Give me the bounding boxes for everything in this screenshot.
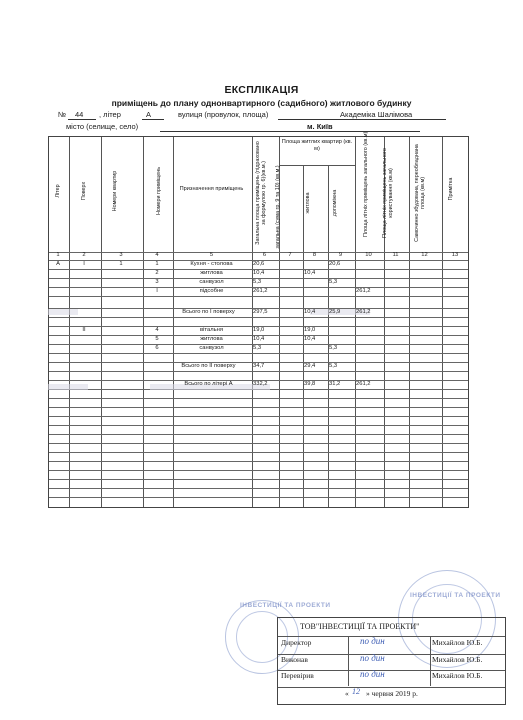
table-cell-c6: 5,3: [253, 345, 262, 351]
table-cell-c5: підсобне: [199, 288, 224, 294]
table-cell-c3: [102, 353, 140, 361]
row-line: [49, 479, 468, 480]
liter-label: , літер: [99, 110, 121, 119]
table-cell-c1: [50, 317, 66, 325]
header-living-group: Площа житлих квартир (кв. м): [281, 139, 353, 152]
table-cell-c4: [144, 353, 170, 361]
table-cell-c9: [329, 353, 352, 361]
signature-col-line: [430, 636, 431, 686]
table-cell-c2: I: [83, 261, 85, 267]
table-cell-c8: [304, 287, 325, 295]
table-cell-c10: [356, 371, 381, 379]
table-cell-c10: [356, 362, 381, 370]
table-cell-c5: Кухня - столова: [190, 261, 233, 267]
table-cell-c1: [50, 308, 66, 316]
table-cell-c4: 1: [155, 261, 159, 267]
column-number: 12: [421, 252, 428, 258]
table-cell-c9: 5,3: [329, 279, 338, 285]
table-cell-c1: [50, 380, 66, 388]
signature-row-line: [278, 687, 505, 688]
table-cell-c9: [329, 287, 352, 295]
table-cell-c7: [280, 371, 300, 379]
table-cell-c7: [280, 353, 300, 361]
column-number: 11: [392, 252, 399, 258]
table-cell-c3: [102, 317, 140, 325]
table-cell-c6: 5,3: [253, 279, 262, 285]
table-cell-c1: [50, 278, 66, 286]
column-number: 8: [312, 252, 317, 258]
table-cell-c4: 4: [155, 327, 159, 333]
row-line: [49, 443, 468, 444]
table-cell-c6: 332,2: [253, 381, 268, 387]
table-cell-c7: [280, 326, 300, 334]
table-cell-c3: [102, 371, 140, 379]
table-cell-c6: 19,0: [253, 327, 265, 333]
table-cell-c7: [280, 335, 300, 343]
row-line: [49, 470, 468, 471]
header-living: житлова: [305, 192, 311, 214]
table-cell-c8: 10,4: [304, 309, 316, 315]
number-underline: [68, 119, 96, 120]
row-line: [49, 434, 468, 435]
table-cell-c2: II: [82, 327, 86, 333]
company-name: ТОВ"ІНВЕСТИЦІЇ ТА ПРОЕКТИ": [300, 622, 420, 631]
column-number: 13: [451, 252, 459, 258]
city-label: місто (селище, село): [66, 122, 139, 131]
street-label: вулиця (провулок, площа): [178, 110, 269, 119]
date-rest: » червня 2019 р.: [366, 689, 418, 698]
table-cell-c5: санвузол: [199, 279, 224, 285]
table-cell-c3: [102, 362, 140, 370]
table-cell-c8: [304, 371, 325, 379]
signature-name: Михайлов Ю.Б.: [432, 671, 483, 680]
table-cell-c1: [50, 287, 66, 295]
table-cell-c9: 31,2: [329, 381, 341, 387]
table-cell-c8: [304, 317, 325, 325]
table-cell-c2: [70, 362, 98, 370]
signature-role: Директор: [281, 638, 312, 647]
header-unauthorized: Самочинно збудована, переобладнана площа (кв.м): [414, 144, 426, 242]
table-cell-c3: [102, 299, 140, 307]
table-cell-c3: [102, 326, 140, 334]
table-cell-c3: [102, 269, 140, 277]
table-cell-c9: [329, 269, 352, 277]
table-cell-c8: 10,4: [304, 270, 316, 276]
table-cell-c1: [50, 371, 66, 379]
table-cell-c9: 5,3: [329, 363, 338, 369]
table-cell-c6: 34,7: [253, 363, 265, 369]
liter-value: А: [146, 110, 152, 119]
table-cell-c2: [70, 308, 98, 316]
signature-name: Михайлов Ю.Б.: [432, 655, 483, 664]
street-underline: [278, 119, 446, 120]
table-cell-c2: [70, 371, 98, 379]
row-line: [49, 407, 468, 408]
table-cell-c9: 5,3: [329, 345, 338, 351]
table-cell-c4: 2: [155, 270, 159, 276]
table-cell-c2: [70, 317, 98, 325]
column-number: 7: [288, 252, 292, 258]
table-cell-c3: [102, 344, 140, 352]
date-open-quote: «: [345, 689, 349, 698]
table-cell-c1: [50, 362, 66, 370]
table-cell-c8: [304, 299, 325, 307]
table-cell-c7: [280, 278, 300, 286]
row-line: [49, 425, 468, 426]
table-cell-c3: [102, 380, 140, 388]
table-cell-c10: [356, 353, 381, 361]
table-cell-c5: [174, 371, 249, 379]
table-cell-c4: [144, 317, 170, 325]
table-cell-c6: 10,4: [253, 336, 265, 342]
table-cell-c7: [280, 362, 300, 370]
header-general: загальна (сума гр. 9 та 10) (кв.м.): [275, 165, 281, 249]
column-number: 5: [209, 252, 214, 258]
table-cell-c5: [174, 299, 249, 307]
row-line: [49, 488, 468, 489]
table-cell-c4: 5: [155, 336, 159, 342]
row-line: [49, 452, 468, 453]
column-number: 6: [262, 252, 267, 258]
row-line: [49, 296, 468, 297]
row-line: [49, 398, 468, 399]
table-cell-c10: [356, 317, 381, 325]
table-cell-c5: житлова: [200, 336, 223, 342]
signature-handwritten: по дин: [360, 636, 385, 646]
seal-stamp-left-text: ІНВЕСТИЦІЇ ТА ПРОЕКТИ: [240, 602, 331, 609]
table-cell-c5: санвузол: [199, 345, 224, 351]
table-cell-c10: [356, 260, 381, 268]
table-cell-c1: [50, 335, 66, 343]
table-cell-c6: 10,4: [253, 270, 265, 276]
number-label: №: [58, 110, 67, 119]
table-cell-c7: [280, 308, 300, 316]
header-total-area: Загальна площа приміщень (підраховано за формулою гр. 6)(кв.м.): [255, 141, 267, 245]
table-cell-c7: [280, 260, 300, 268]
signature-name: Михайлов Ю.Б.: [432, 638, 483, 647]
table-cell-c4: 3: [155, 279, 159, 285]
table-cell-c6: [253, 299, 276, 307]
table-cell-c4: [144, 299, 170, 307]
column-number: 1: [56, 252, 60, 258]
table-cell-c7: [280, 287, 300, 295]
row-line: [49, 497, 468, 498]
table-cell-c9: [329, 371, 352, 379]
table-cell-c2: [70, 344, 98, 352]
header-floor: Поверх: [81, 181, 87, 201]
table-cell-c9: 25,9: [329, 309, 341, 315]
table-cell-c9: [329, 326, 352, 334]
row-line: [49, 461, 468, 462]
table-cell-c8: [304, 260, 325, 268]
signature-role: Виконав: [281, 655, 308, 664]
table-cell-c5: [174, 353, 249, 361]
table-cell-c4: І: [156, 288, 158, 294]
table-cell-c8: [304, 344, 325, 352]
table-cell-c5: вітальня: [200, 327, 223, 333]
column-number: 9: [338, 252, 343, 258]
seal-stamp-right-text: ІНВЕСТИЦІЇ ТА ПРОЕКТИ: [410, 592, 501, 599]
table-cell-c9: [329, 335, 352, 343]
table-cell-c1: [50, 269, 66, 277]
table-cell-c5: Всього по ІІ поверху: [181, 363, 236, 369]
table-cell-c10: 261,2: [356, 288, 371, 294]
header-liter: Літер: [55, 184, 61, 198]
table-cell-c7: [280, 299, 300, 307]
table-cell-c5: Всього по літері А: [184, 381, 233, 387]
table-cell-c1: [50, 344, 66, 352]
header-common: Площа літніх приміщень загального користування (кв.м): [382, 148, 394, 238]
table-cell-c6: 261,2: [253, 288, 268, 294]
table-cell-c9: [329, 299, 352, 307]
table-cell-c2: [70, 299, 98, 307]
signature-role: Перевірив: [281, 671, 314, 680]
document-subtitle: приміщень до плану однонвартирного (садибного) житлового будинку: [111, 98, 412, 108]
row-line: [49, 416, 468, 417]
table-cell-c7: [280, 317, 300, 325]
table-cell-c10: 261,2: [356, 309, 371, 315]
table-cell-c7: [280, 380, 300, 388]
table-cell-c2: [70, 278, 98, 286]
table-cell-c8: [304, 278, 325, 286]
table-cell-c9: 20,6: [329, 261, 341, 267]
table-cell-c8: 10,4: [304, 336, 316, 342]
table-cell-c2: [70, 287, 98, 295]
table-cell-c6: [253, 317, 276, 325]
table-cell-c3: [102, 287, 140, 295]
header-purpose: Призначення приміщень: [179, 186, 244, 192]
table-cell-c5: [174, 317, 249, 325]
table-cell-c8: 29,4: [304, 363, 316, 369]
table-cell-c2: [70, 353, 98, 361]
number-value: 44: [75, 110, 84, 119]
city-underline: [160, 131, 420, 132]
table-cell-c3: [102, 308, 140, 316]
table-cell-c4: [144, 371, 170, 379]
date-day: 12: [352, 687, 360, 696]
header-auxiliary: допоміжна: [332, 189, 338, 217]
liter-underline: [142, 119, 164, 120]
table-cell-c1: [50, 299, 66, 307]
document-title: ЕКСПЛІКАЦІЯ: [224, 84, 299, 96]
table-cell-c8: 39,8: [304, 381, 316, 387]
table-cell-c10: 261,2: [356, 381, 371, 387]
table-cell-c6: [253, 353, 276, 361]
header-summer: Площа літніх приміщень загального (кв.м): [363, 131, 369, 237]
table-cell-c10: [356, 335, 381, 343]
table-cell-c3: [102, 335, 140, 343]
table-cell-c5: Всього по І поверху: [182, 309, 235, 315]
header-apartments: Номери квартир: [112, 170, 118, 212]
table-cell-c6: 20,6: [253, 261, 265, 267]
signature-handwritten: по дин: [360, 669, 385, 679]
table-cell-c3: 1: [119, 261, 123, 267]
table-cell-c8: [304, 353, 325, 361]
table-cell-c1: [50, 326, 66, 334]
table-cell-c3: [102, 278, 140, 286]
group-split-line: [279, 165, 355, 166]
table-cell-c2: [70, 380, 98, 388]
street-value: Академіка Шалімова: [340, 110, 413, 119]
table-cell-c9: [329, 317, 352, 325]
table-cell-c4: 6: [155, 345, 159, 351]
table-cell-c10: [356, 269, 381, 277]
table-cell-c7: [280, 269, 300, 277]
header-note: Примітка: [448, 177, 454, 201]
table-cell-c10: [356, 344, 381, 352]
city-value: м. Київ: [307, 122, 333, 131]
table-cell-c1: А: [56, 261, 60, 267]
signature-row-line: [278, 636, 505, 637]
column-number: 2: [82, 252, 86, 258]
table-cell-c10: [356, 278, 381, 286]
table-cell-c5: житлова: [200, 270, 223, 276]
signature-col-line: [348, 636, 349, 686]
table-cell-c10: [356, 299, 381, 307]
header-rooms: Номери приміщень: [156, 166, 162, 216]
table-cell-c10: [356, 326, 381, 334]
column-number: 4: [155, 252, 159, 258]
table-cell-c6: 297,5: [253, 309, 268, 315]
table-cell-c1: [50, 353, 66, 361]
table-cell-c8: 19,0: [304, 327, 316, 333]
column-number: 3: [119, 252, 123, 258]
table-cell-c2: [70, 269, 98, 277]
table-cell-c7: [280, 344, 300, 352]
signature-handwritten: по дин: [360, 653, 385, 663]
column-number: 10: [365, 252, 372, 258]
table-cell-c6: [253, 371, 276, 379]
table-cell-c2: [70, 335, 98, 343]
